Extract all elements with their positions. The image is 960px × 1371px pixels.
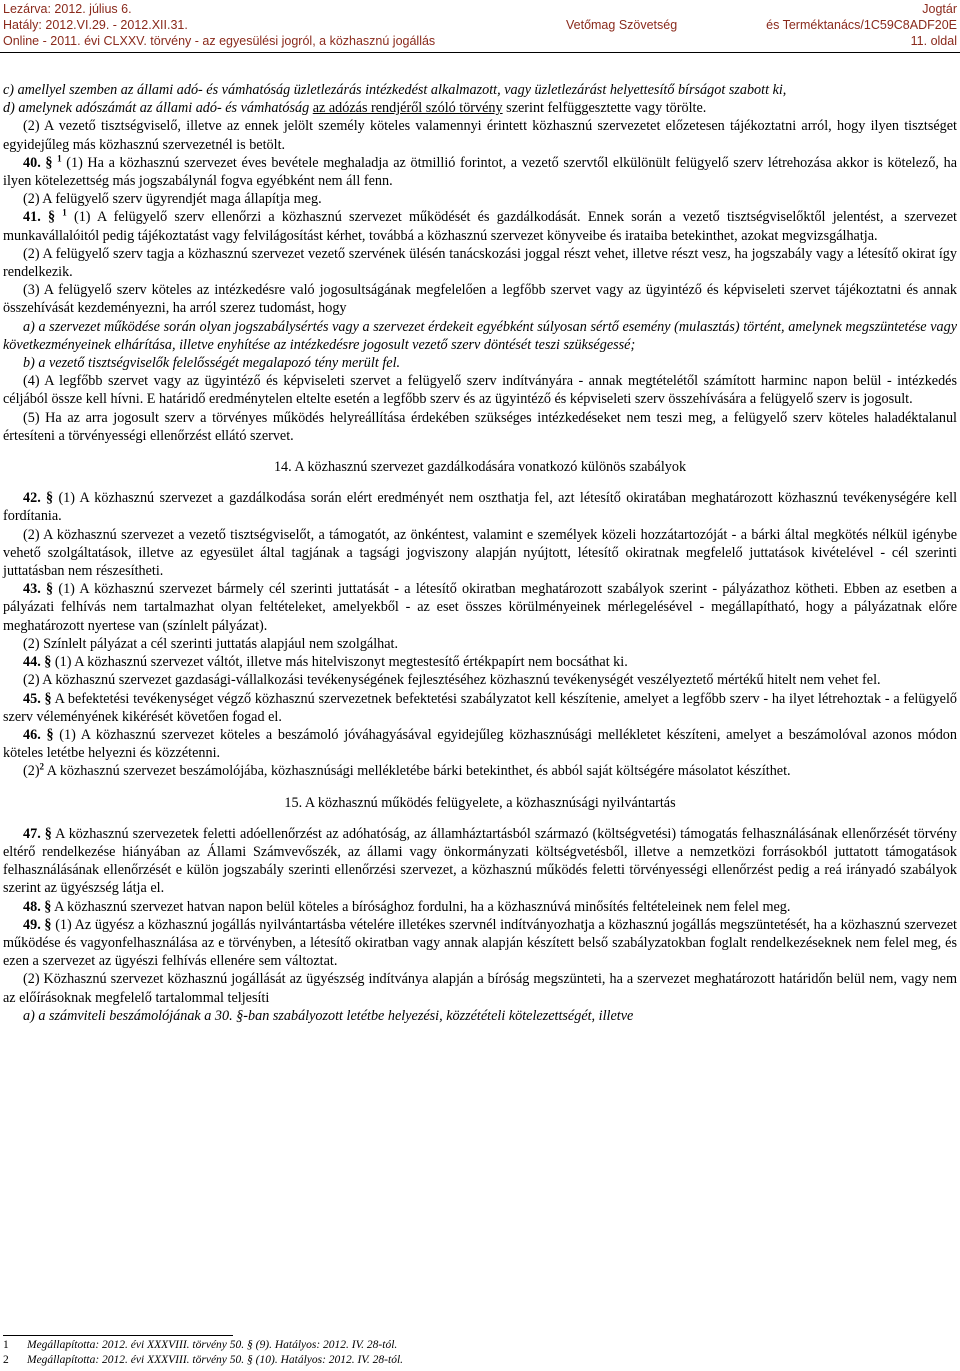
section-47	[3, 825, 957, 898]
paragraph	[3, 81, 957, 99]
paragraph: (2) A közhasznú szervezet a vezető tisztségviselőt, a támogatót, az önkéntest, valamint e személyek közeli hozzátartozóját - a bárki által megkötés nélkül igénybe vehető szolgáltatások, illetve az egyesület által tagjának a tagsági jogviszony alapján nyújtott, létesítő okiratnak megfelelő juttatások kivételével - cél szerinti juttatásban nem részesítheti.	[3, 526, 957, 580]
footnote-number: 1	[3, 1339, 9, 1351]
section-40	[3, 154, 957, 190]
footnote	[3, 1353, 403, 1368]
section-text: A közhasznú szervezetek feletti adóellenőrzést az adóhatóság, az államháztartásból származó (költségvetési) támogatás felhasználásának ellenőrzését törvény eltérő rendelkezése hiányában az Állami Számvevőszék, az állami vagy önkormányzati költségvetésből, illetve a nemzetközi forrásokból juttatott támogatások felhasználásának ellenőrzését e külön jogszabály szerinti ellenőrzési szervezet, a közhasznú működés feletti törvényességi ellenőrzést pedig a reá irányadó szabályok szerint az ügyészség látja el.	[3, 825, 957, 897]
law-reference-link[interactable]: az adózás rendjéről szóló törvény	[312, 100, 503, 117]
header-right	[766, 1, 957, 49]
section-43	[3, 580, 957, 635]
section-number: 48. §	[23, 898, 52, 915]
paragraph: (3) A felügyelő szerv köteles az intézkedésre való jogosultságának megfelelően a legfőbb szervet vagy az ügyintéző és képviseleti szervet tájékoztatni és annak összehívását kezdeményezni, ha arról szerez tudomást, hogy	[3, 282, 957, 317]
section-48	[3, 898, 957, 916]
footnote	[3, 1338, 403, 1353]
chapter-heading: 14. A közhasznú szervezet gazdálkodására vonatkozó különös szabályok	[273, 459, 687, 476]
paragraph	[3, 1007, 957, 1025]
page-header	[0, 0, 960, 52]
section-text: (1) A közhasznú szervezet bármely cél szerinti juttatását - a létesítő okiratban meghatározott szabályok szerint - pályázathoz kötheti. Ebben az esetben a pályázati felhívás nem tartalmazhat olyan feltételeket, amelyekből - az eset összes körülményeinek mérlegelésével - megállapítható, hogy a pályázatnak előre meghatározott nyertese van (színlelt pályázat).	[3, 581, 958, 634]
footnote-divider	[3, 1335, 233, 1336]
header-divider	[0, 52, 960, 53]
footnotes	[3, 1338, 403, 1368]
paragraph: (4) A legfőbb szervet vagy az ügyintéző és képviseleti szervet a felügyelő szerv indítványára - annak megtételétől számított harminc napon belül - intézkedés céljából össze kell hívni. E határidő eredménytelen eltelte esetén a legfőbb szerv és az ügyintéző és képviseleti szerv összehívására a felügyelő szerv is jogosult.	[3, 373, 957, 408]
paragraph-number: (2)	[23, 763, 40, 780]
paragraph: (2) Közhasznú szervezet közhasznú jogállását az ügyészség indítványa alapján a bíróság megszünteti, ha a szervezet meghatározott határidőn belül nem, vagy nem az előírásoknak megfelelő tartalommal teljesíti	[3, 971, 957, 1006]
chapter-heading: 15. A közhasznú működés felügyelete, a közhasznúsági nyilvántartás	[284, 794, 676, 811]
footnote-ref[interactable]: 1	[62, 207, 67, 218]
section-text: (1) Az ügyész a közhasznú jogállás nyilvántartásba vételére illetékes szervnél indítványozhatja a közhasznú jogállás megszüntetését, ha a közhasznú szervezet működése és vagyonfelhasználása az e törvényben, a létesítő okiratban vagy annak alapján készített belső szabályzatokban foglalt rendelkezéseknek nem felel meg, és ezen a szervezet az ügyészi felhívás ellenére sem változtat.	[3, 916, 957, 970]
paragraph-text: c) amellyel szemben az állami adó- és vámhatóság üzletlezárás intézkedést alkalmazott, vagy üzletlezárást helyettesítő bírságot szabott ki,	[3, 82, 787, 98]
paragraph: (5) Ha az arra jogosult szerv a törvényes működés helyreállítása érdekében szükséges intézkedéseket nem teszi meg, a felügyelő szerv köteles haladéktalanul értesíteni a törvényességi ellenőrzést ellátó szervet.	[3, 409, 957, 444]
header-validity: Hatály: 2012.VI.29. - 2012.XII.31.	[3, 18, 188, 32]
paragraph: (2) A közhasznú szervezet gazdasági-vállalkozási tevékenységének fejlesztéséhez közhasznú tevékenységét veszélyeztető mértékű hitelt nem vehet fel.	[23, 672, 881, 689]
section-number: 40. §	[23, 154, 53, 171]
section-44	[3, 653, 957, 671]
footnote-text: Megállapította: 2012. évi XXXVIII. törvény 50. § (10). Hatályos: 2012. IV. 28-tól.	[27, 1354, 404, 1366]
section-46	[3, 726, 957, 762]
footnote-text: Megállapította: 2012. évi XXXVIII. törvény 50. § (9). Hatályos: 2012. IV. 28-tól.	[27, 1339, 398, 1351]
header-middle: Vetőmag Szövetség	[566, 18, 678, 32]
section-42	[3, 489, 957, 525]
section-number: 45. §	[23, 690, 52, 707]
section-41	[3, 208, 957, 244]
section-49	[3, 916, 957, 971]
paragraph-text: d) amelynek adószámát az állami adó- és vámhatóság	[3, 100, 313, 117]
header-law-title: Online - 2011. évi CLXXV. törvény - az egyesülési jogról, a közhasznú jogállás	[3, 34, 436, 48]
paragraph: (2) A felügyelő szerv ügyrendjét maga állapítja meg.	[23, 191, 322, 208]
section-number: 47. §	[23, 825, 52, 842]
header-brand: Jogtár	[922, 2, 957, 16]
section-text: (1) A közhasznú szervezet váltót, illetve más hitelviszonyt megtestesítő értékpapírt nem bocsáthat ki.	[51, 654, 628, 671]
section-number: 42. §	[23, 490, 54, 507]
footnote-number: 2	[3, 1354, 9, 1366]
paragraph-text: b) a vezető tisztségviselők felelősségét megalapozó tény merült fel.	[23, 355, 401, 372]
section-text: A közhasznú szervezet hatvan napon belül köteles a bírósághoz fordulni, ha a közhasznúvá minősítés feltételeinek nem felel meg.	[51, 898, 791, 915]
section-text: A befektetési tevékenységet végző közhasznú szervezetnek befektetési szabályzatot kell készítenie, amelyet a legfőbb szerv - ha ilyet létrehoztak - a felügyelő szerv véleményének kikérését követően fogad el.	[3, 690, 957, 725]
header-page-number: 11. oldal	[910, 34, 957, 48]
paragraph	[3, 99, 957, 117]
footnote-ref[interactable]: 2	[39, 761, 45, 772]
section-number: 46. §	[23, 726, 54, 743]
footnote-ref[interactable]: 1	[57, 153, 62, 164]
section-text: (1) A felügyelő szerv ellenőrzi a közhasznú szervezet működését és gazdálkodását. Ennek során a vezető tisztségviselőktől jelentést, a szervezet munkavállalóitól pedig tájékoztatást vagy felvilágosítást kérhet, továbbá a közhasznú szervezet könyveibe és irataiba betekinthet, azokat megvizsgálhatja.	[3, 209, 957, 244]
section-45	[3, 690, 957, 726]
paragraph: (2) Színlelt pályázat a cél szerinti juttatás alapjául nem szolgálhat.	[23, 635, 399, 652]
header-doc-id: és Terméktanács/1C59C8ADF20E	[766, 18, 957, 32]
paragraph-text: szerint felfüggesztette vagy törölte.	[502, 100, 707, 117]
section-number: 49. §	[23, 916, 52, 933]
paragraph-text: a) a szervezet működése során olyan jogszabálysértés vagy a szervezet érdekeit egyébként súlyosan sértő esemény (mulasztás) történt, amelynek megszüntetése vagy következményeinek elhárítása, illetve enyhítése az intézkedésre jogosult vezető szerv döntését teszi szükségessé;	[3, 318, 957, 353]
section-number: 43. §	[23, 581, 54, 598]
paragraph	[3, 762, 957, 780]
section-number: 41. §	[23, 209, 56, 226]
paragraph	[3, 318, 957, 354]
section-text: (1) A közhasznú szervezet köteles a beszámoló jóváhagyásával egyidejűleg közhasznúsági mellékletet készíteni, amelyet a beszámolóval azonos módon köteles letétbe helyezni és közzétenni.	[3, 726, 957, 762]
paragraph: (2) A felügyelő szerv tagja a közhasznú szervezet vezető szervének ülésén tanácskozási joggal részt vehet, illetve részt vesz, ha jogszabály vagy a létesítő okirat így rendelkezik.	[3, 245, 957, 281]
paragraph-text: A közhasznú szervezet beszámolójába, közhasznúsági mellékletébe bárki betekinthet, és abból saját költségére másolatot készíthet.	[44, 763, 791, 780]
section-number: 44. §	[23, 654, 52, 671]
header-closed-date: Lezárva: 2012. július 6.	[3, 2, 132, 16]
section-text: (1) Ha a közhasznú szervezet éves bevétele meghaladja az ötmillió forintot, a vezető szervtől elkülönült felügyelő szerv létrehozása akkor is kötelező, ha ilyen kötelezettség más jogszabálynál fogva egyébként nem áll fenn.	[3, 154, 957, 190]
paragraph-text: a) a számviteli beszámolójának a 30. §-ban szabályozott letétbe helyezési, közzétételi kötelezettségét, illetve	[23, 1007, 634, 1024]
document-body	[3, 81, 957, 1025]
paragraph	[3, 354, 957, 372]
section-text: (1) A közhasznú szervezet a gazdálkodása során elért eredményét nem oszthatja fel, azt létesítő okiratában meghatározott közhasznú tevékenységére kell fordítania.	[3, 490, 958, 525]
header-left	[3, 1, 435, 49]
paragraph: (2) A vezető tisztségviselő, illetve az ennek jelölt személy köteles valamennyi érintett közhasznú szervezetet előzetesen tájékoztatni arról, hogy ilyen tisztséget egyidejűleg más közhasznú szervezetnél is betölt.	[3, 118, 957, 153]
